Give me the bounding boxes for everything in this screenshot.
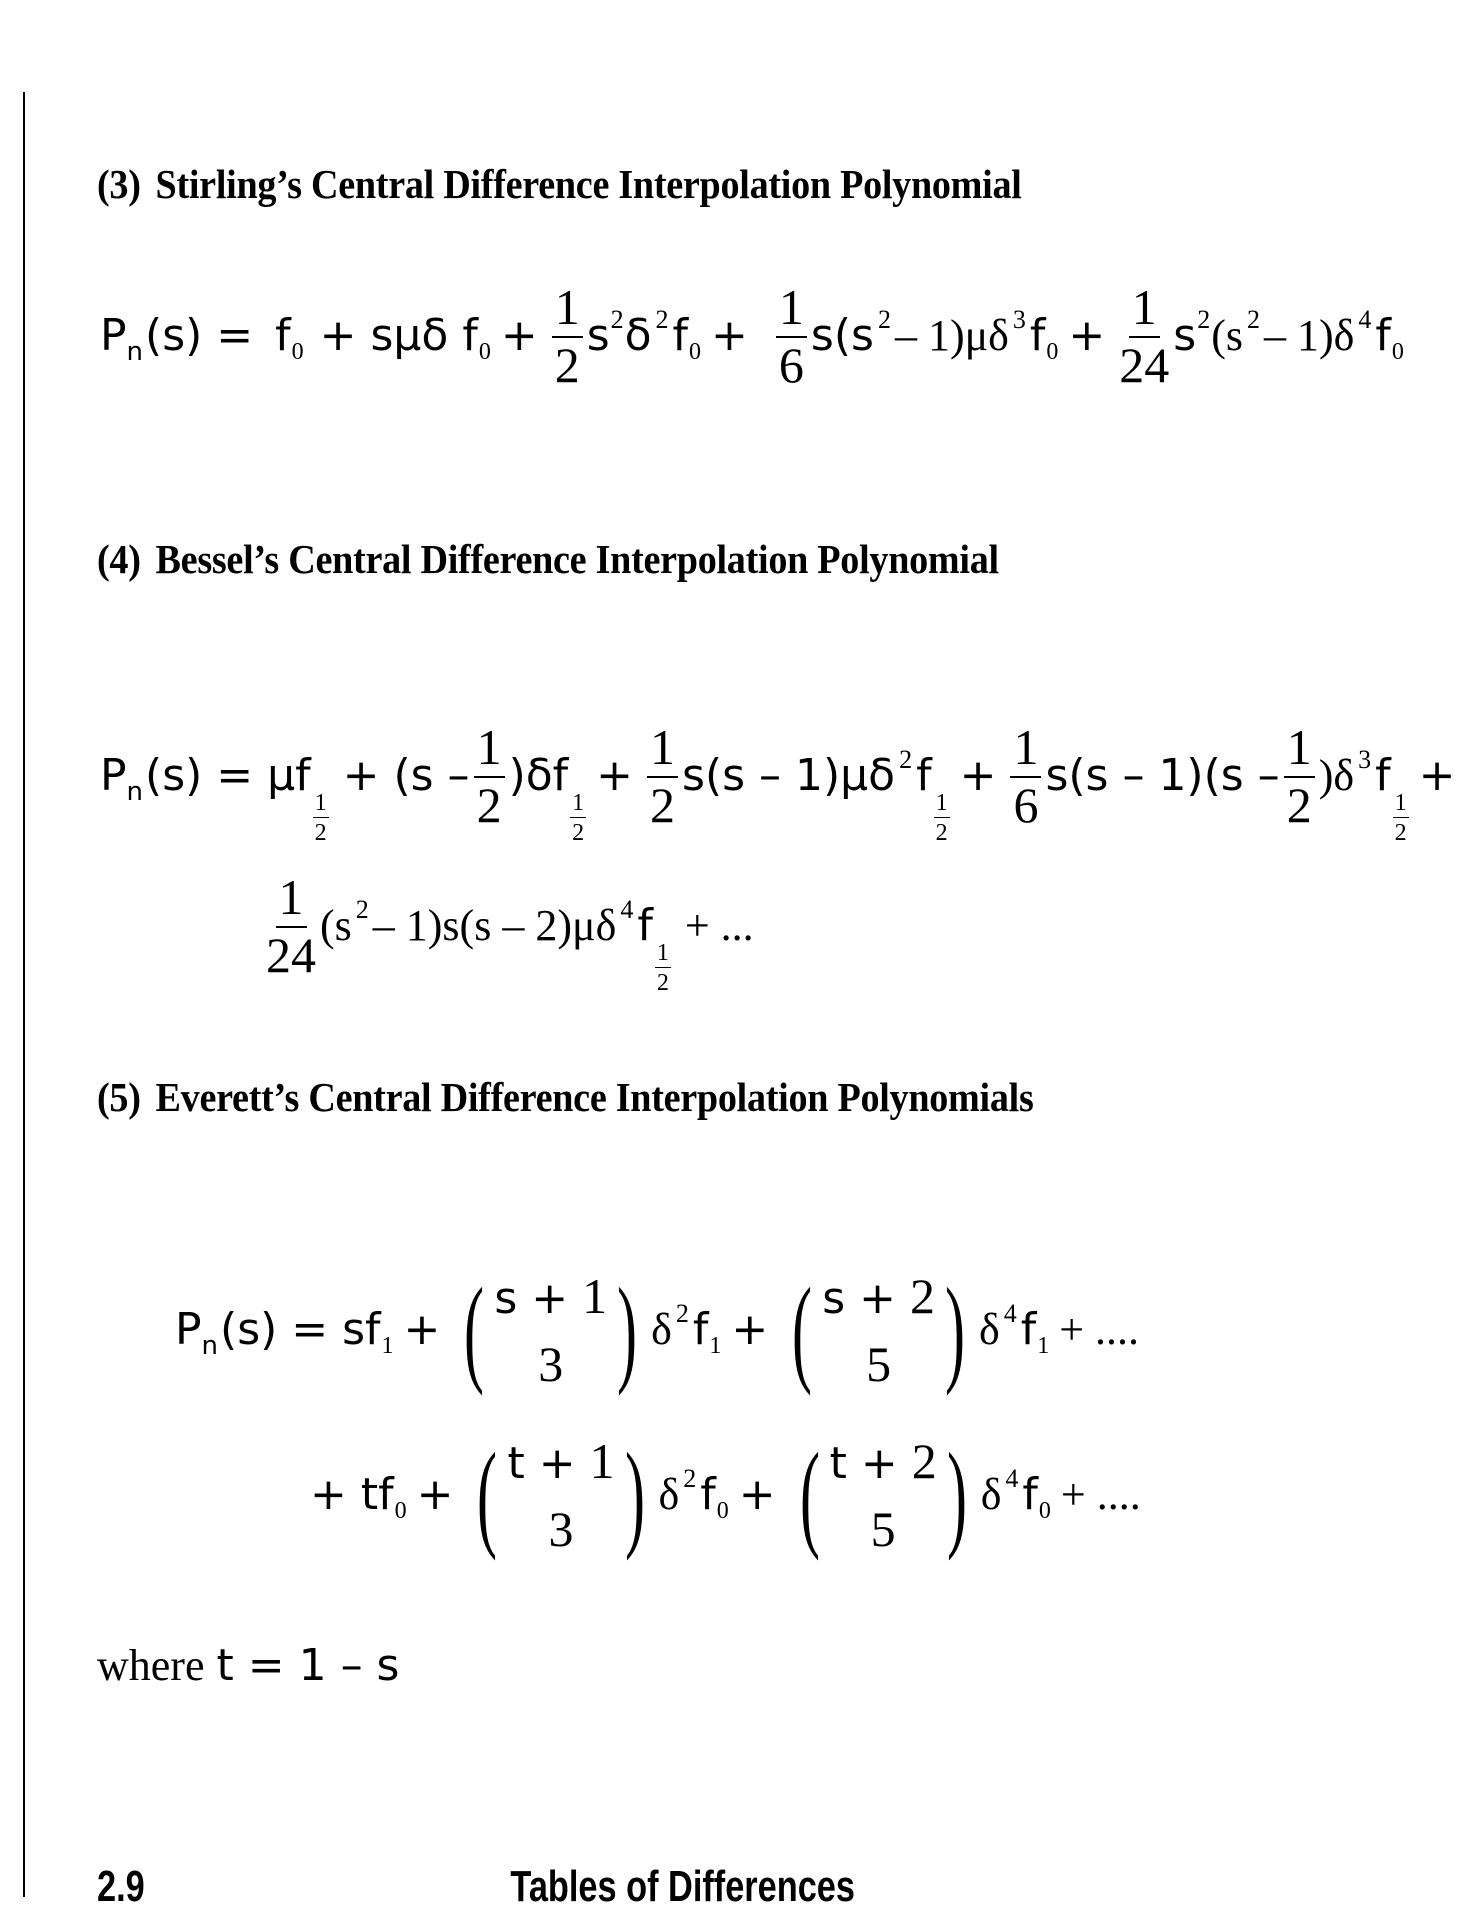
eq-subscript: n	[201, 1331, 219, 1361]
eq-superscript: 3	[1358, 745, 1372, 774]
denominator: 2	[314, 820, 327, 846]
heading-number: (3)	[97, 161, 141, 207]
eq-text: (s	[1211, 311, 1244, 360]
eq-subscript: 0	[1391, 339, 1404, 365]
eq-text: + ....	[1060, 1470, 1141, 1519]
eq-text: )δf	[508, 750, 569, 801]
eq-subscript: 0	[394, 1498, 407, 1524]
binom-top-num: 1	[589, 1433, 615, 1489]
half-subscript	[1393, 791, 1409, 845]
eq-text: )δ	[1318, 751, 1355, 800]
eq-superscript: 4	[620, 895, 634, 924]
eq-operator: +	[959, 750, 997, 801]
heading-title: Bessel’s Central Difference Interpolation Polynomial	[155, 536, 999, 582]
left-paren: (	[799, 1428, 820, 1561]
eq-superscript: 2	[1247, 305, 1261, 334]
binomial-coefficient	[467, 1428, 654, 1561]
denominator: 2	[554, 337, 580, 393]
denominator: 6	[1013, 777, 1039, 833]
left-paren: (	[464, 1263, 485, 1396]
right-paren: )	[617, 1263, 638, 1396]
everett-equation-line2	[310, 1428, 1141, 1561]
right-paren: )	[944, 1263, 965, 1396]
eq-text: f	[700, 1469, 716, 1520]
eq-text: + tf	[310, 1469, 394, 1520]
heading-everett	[97, 1073, 1034, 1121]
eq-text: f	[1020, 1304, 1037, 1355]
numerator: 1	[647, 722, 678, 778]
numerator: 1	[572, 790, 585, 816]
eq-operator: +	[500, 310, 538, 361]
eq-superscript: 4	[1005, 1464, 1019, 1493]
eq-subscript: 0	[478, 339, 491, 365]
heading-title: Everett’s Central Difference Interpolation Polynomials	[155, 1074, 1034, 1120]
eq-superscript: 2	[1197, 305, 1211, 334]
binom-top: t +	[507, 1438, 576, 1489]
eq-text: δ	[624, 310, 652, 361]
bessel-equation-line2	[262, 869, 754, 996]
eq-text: – 1)δ	[1264, 311, 1355, 360]
eq-text: – 1)μδ	[894, 311, 1009, 360]
bessel-equation-line1	[100, 719, 1462, 846]
eq-subscript: 1	[709, 1333, 722, 1359]
eq-symbol: P	[175, 1304, 202, 1355]
eq-symbol: P	[100, 310, 127, 361]
numerator: 1	[776, 282, 807, 338]
numerator: 1	[276, 872, 307, 928]
denominator: 24	[266, 927, 316, 983]
eq-subscript: 0	[716, 1498, 729, 1524]
eq-text: f	[275, 310, 291, 361]
eq-subscript: 0	[689, 339, 702, 365]
fraction	[776, 279, 807, 393]
eq-operator: +	[711, 310, 748, 361]
eq-operator: +	[403, 1304, 441, 1355]
denominator: 6	[778, 337, 804, 393]
eq-text: f	[1029, 310, 1046, 361]
eq-subscript: n	[126, 777, 144, 807]
eq-superscript: 2	[899, 745, 913, 774]
eq-text: (s) = μf	[145, 750, 311, 801]
eq-text: (s) =	[145, 310, 254, 361]
denominator: 2	[476, 777, 502, 833]
eq-superscript: 2	[675, 1299, 689, 1328]
eq-text: (s) = sf	[220, 1304, 381, 1355]
eq-superscript: 4	[1358, 305, 1372, 334]
section-heading	[97, 1862, 855, 1912]
binom-bottom: 3	[538, 1336, 564, 1392]
right-paren: )	[624, 1428, 645, 1561]
eq-text: f	[916, 750, 932, 801]
eq-operator: +	[416, 1469, 454, 1520]
heading-bessel	[97, 535, 999, 583]
heading-title: Stirling’s Central Difference Interpolation Polynomial	[155, 161, 1022, 207]
section-title: Tables of Differences	[510, 1862, 855, 1911]
half-subscript	[934, 791, 950, 845]
eq-text: s(s	[810, 310, 874, 361]
where-label: where	[97, 1641, 205, 1690]
denominator: 24	[1119, 337, 1170, 393]
binom-top-num: 2	[911, 1433, 937, 1489]
eq-subscript: 0	[1046, 339, 1059, 365]
denominator: 2	[1394, 820, 1407, 846]
margin-rule	[23, 92, 25, 1897]
eq-superscript: 3	[1012, 305, 1026, 334]
eq-superscript: 2	[355, 895, 369, 924]
where-clause	[97, 1640, 399, 1691]
heading-number: (5)	[97, 1074, 141, 1120]
eq-text: f	[1375, 750, 1391, 801]
eq-operator: +	[731, 1304, 769, 1355]
eq-text: – 1)s(s – 2)μδ	[372, 901, 617, 950]
binom-bottom: 3	[548, 1501, 574, 1557]
binom-top-num: 1	[582, 1268, 608, 1324]
half-subscript	[570, 791, 586, 845]
eq-text: f	[637, 900, 653, 951]
eq-text: + ...	[684, 901, 754, 950]
numerator: 1	[1394, 790, 1407, 816]
eq-superscript: 2	[877, 305, 891, 334]
left-paren: (	[792, 1263, 813, 1396]
eq-text: (s	[320, 901, 352, 950]
eq-subscript: 0	[291, 339, 304, 365]
eq-superscript: 2	[655, 305, 669, 334]
numerator: 1	[1129, 282, 1160, 338]
binomial-coefficient	[782, 1263, 975, 1396]
eq-symbol: P	[100, 750, 127, 801]
fraction	[266, 869, 316, 983]
section-number: 2.9	[97, 1862, 145, 1911]
eq-superscript: 2	[683, 1464, 697, 1493]
eq-text: f	[1022, 1469, 1038, 1520]
denominator: 2	[1286, 777, 1312, 833]
denominator: 2	[935, 820, 948, 846]
denominator: 2	[572, 820, 585, 846]
fraction	[647, 719, 678, 833]
numerator: 1	[1284, 722, 1315, 778]
eq-text: s(s – 1)μδ	[682, 750, 896, 801]
eq-text: f	[1375, 310, 1391, 361]
eq-text: s	[1173, 310, 1197, 361]
half-subscript	[313, 791, 329, 845]
binom-bottom: 5	[870, 1501, 896, 1557]
eq-subscript: 0	[1038, 1498, 1051, 1524]
binom-top: s +	[822, 1273, 896, 1324]
everett-equation-line1	[175, 1263, 1140, 1396]
binomial-coefficient	[454, 1263, 647, 1396]
numerator: 1	[935, 790, 948, 816]
eq-text: + ....	[1059, 1305, 1140, 1354]
heading-stirling	[97, 160, 1022, 208]
eq-text: δ	[980, 1470, 1002, 1519]
numerator: 1	[552, 282, 583, 338]
eq-subscript: n	[126, 337, 144, 367]
eq-superscript: 4	[1003, 1299, 1017, 1328]
left-paren: (	[477, 1428, 498, 1561]
eq-operator: +	[596, 750, 634, 801]
numerator: 1	[656, 940, 669, 966]
fraction	[1010, 719, 1041, 833]
binomial-coefficient	[790, 1428, 977, 1561]
eq-text: δ	[978, 1305, 1000, 1354]
fraction	[1284, 719, 1315, 833]
eq-operator: +	[1418, 750, 1456, 801]
eq-text: s	[586, 310, 610, 361]
heading-number: (4)	[97, 536, 141, 582]
denominator: 2	[650, 777, 676, 833]
numerator: 1	[474, 722, 505, 778]
eq-superscript: 2	[610, 305, 624, 334]
half-subscript	[655, 941, 671, 995]
eq-subscript: 1	[381, 1333, 394, 1359]
eq-operator: +	[738, 1469, 776, 1520]
binom-top-num: 2	[910, 1268, 935, 1324]
binom-bottom: 5	[866, 1336, 892, 1392]
eq-text: f	[672, 310, 689, 361]
binom-top: s +	[494, 1273, 569, 1324]
stirling-equation	[100, 279, 1404, 393]
fraction	[1119, 279, 1170, 393]
where-expression: t = 1 – s	[216, 1640, 400, 1691]
fraction	[552, 279, 583, 393]
eq-text: δ	[651, 1305, 672, 1354]
denominator: 2	[656, 970, 669, 996]
numerator: 1	[314, 790, 327, 816]
eq-text: + sμδ f	[319, 310, 478, 361]
fraction	[474, 719, 505, 833]
eq-text: δ	[658, 1470, 680, 1519]
eq-operator: +	[1068, 310, 1106, 361]
eq-text: f	[692, 1304, 709, 1355]
numerator: 1	[1010, 722, 1041, 778]
right-paren: )	[946, 1428, 967, 1561]
eq-text: s(s – 1)(s –	[1045, 750, 1280, 801]
eq-subscript: 1	[1037, 1333, 1050, 1359]
eq-text: + (s –	[342, 750, 470, 801]
binom-top: t +	[829, 1438, 898, 1489]
